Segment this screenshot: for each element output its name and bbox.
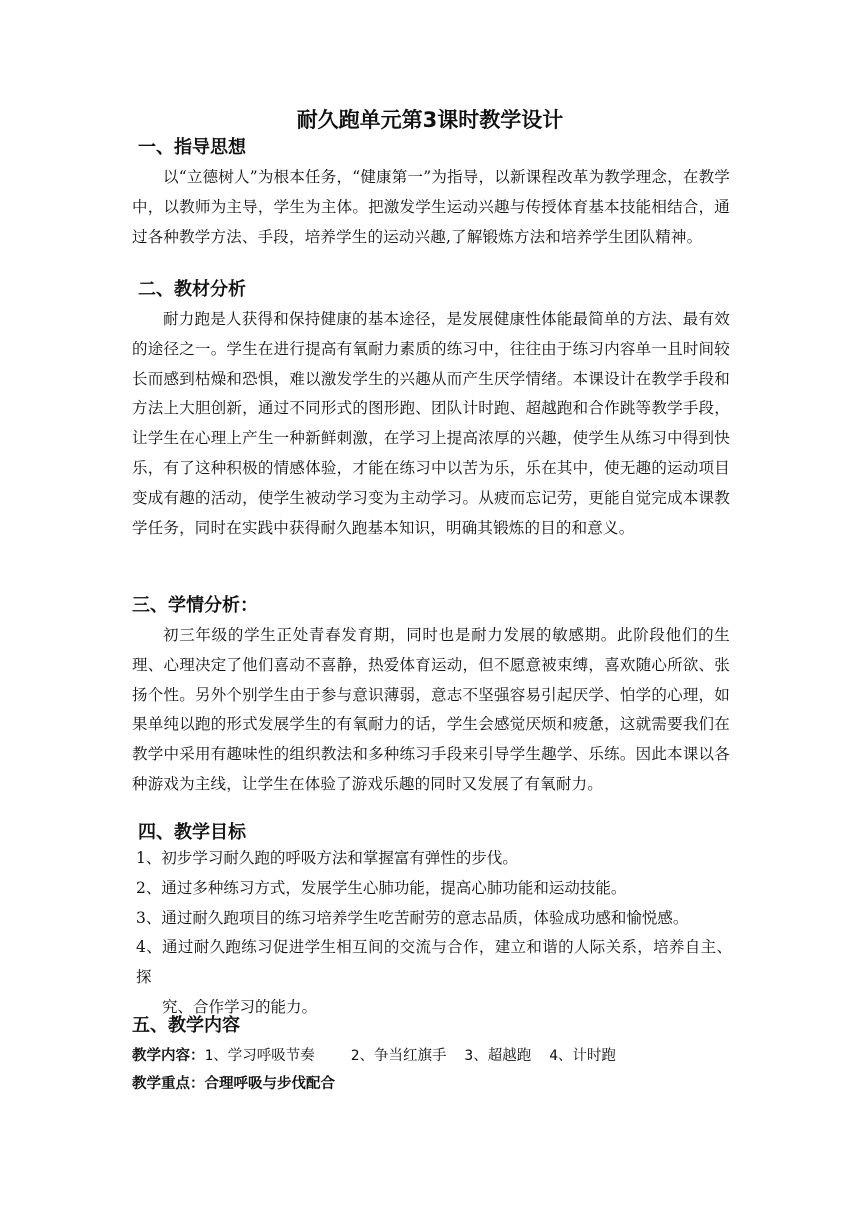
teaching-focus-label: 教学重点： — [132, 1076, 205, 1092]
teaching-focus-row — [132, 1070, 732, 1098]
section-body-guiding-ideology: 以“立德树人”为根本任务，“健康第一”为指导，以新课程改革为教学理念，在教学中，以教师为主导，学生为主体。把激发学生运动兴趣与传授体育基本技能相结合，通过各种教学方法、手段，培养学生的运动兴趣,了解锻炼方法和培养学生团队精神。 — [132, 168, 730, 246]
teaching-content-item-4: 4、计时跑 — [549, 1048, 616, 1064]
teaching-content-row — [132, 1042, 732, 1070]
objective-item-2: 2、通过多种练习方式，发展学生心肺功能，提高心肺功能和运动技能。 — [136, 878, 627, 897]
objective-item-1: 1、初步学习耐久跑的呼吸方法和掌握富有弹性的步伐。 — [136, 849, 518, 867]
document-title: 耐久跑单元第3课时教学设计 — [296, 108, 564, 132]
teaching-content-item-3: 3、超越跑 — [464, 1048, 532, 1064]
section-heading-guiding-ideology: 一、指导思想 — [138, 137, 246, 158]
teaching-content-item-1: 1、学习呼吸节奏 — [204, 1048, 315, 1064]
teaching-content-label: 教学内容： — [132, 1048, 205, 1064]
objectives-list — [132, 844, 732, 1023]
section-body-material-analysis: 耐力跑是人获得和保持健康的基本途径，是发展健康性体能最简单的方法、最有效的途径之一。学生在进行提高有氧耐力素质的练习中，往往由于练习内容单一且时间较长而感到枯燥和恐惧，难以激发学生的兴趣从而产生厌学情绪。本课设计在教学手段和方法上大胆创新，通过不同形式的图形跑、团队计时跑、超越跑和合作跳等教学手段，让学生在心理上产生一种新鲜刺激，在学习上提高浓厚的兴趣，使学生从练习中得到快乐，有了这种积极的情感体验，才能在练习中以苦为乐，乐在其中，使无趣的运动项目变成有趣的活动，使学生被动学习变为主动学习。从疲而忘记劳，更能自觉完成本课教学任务，同时在实践中获得耐久跑基本知识，明确其锻炼的目的和意义。 — [132, 310, 730, 537]
teaching-content-item-2: 2、争当红旗手 — [350, 1048, 447, 1064]
objective-item-4: 4、通过耐久跑练习促进学生相互间的交流与合作，建立和谐的人际关系，培养自主、探 — [136, 938, 732, 987]
objective-item-4-continued: 究、合作学习的能力。 — [162, 997, 318, 1016]
section-body-student-analysis: 初三年级的学生正处青春发育期，同时也是耐力发展的敏感期。此阶段他们的生理、心理决定了他们喜动不喜静，热爱体育运动，但不愿意被束缚，喜欢随心所欲、张扬个性。另外个别学生由于参与意识薄弱，意志不坚强容易引起厌学、怕学的心理，如果单纯以跑的形式发展学生的有氧耐力的话，学生会感觉厌烦和疲惫，这就需要我们在教学中采用有趣味性的组织教法和多种练习手段来引导学生趣学、乐练。因此本课以各种游戏为主线，让学生在体验了游戏乐趣的同时又发展了有氧耐力。 — [132, 626, 730, 793]
objective-item-3: 3、通过耐久跑项目的练习培养学生吃苦耐劳的意志品质，体验成功感和愉悦感。 — [136, 908, 689, 927]
section-heading-teaching-content: 五、教学内容 — [132, 1015, 240, 1036]
teaching-focus-value: 合理呼吸与步伐配合 — [204, 1076, 335, 1092]
section-heading-material-analysis: 二、教材分析 — [138, 279, 246, 300]
section-heading-teaching-objectives: 四、教学目标 — [138, 822, 246, 843]
section-heading-student-analysis: 三、学情分析： — [132, 595, 258, 616]
